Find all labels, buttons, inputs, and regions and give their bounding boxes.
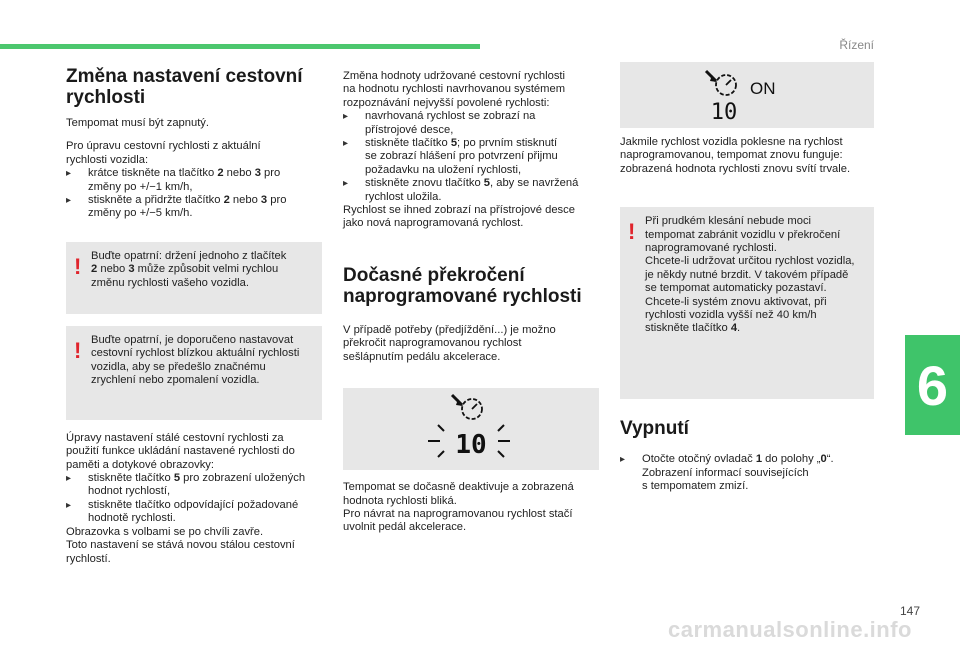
- warning-box: ! Při prudkém klesání nebude moci tempomat zabránit vozidlu v překročení naprogramované rychlosti. Chcete-li udržovat určitou rychlost vozidla, je někdy nutné brzdit. V takovém případě se tempomat automaticky pozastaví. Chcete-li systém znovu aktivovat, při rychlosti vozidla vyšší než 40 km/h stiskněte tlačítko 4.: [620, 207, 874, 399]
- paragraph: Tempomat se dočasně deaktivuje a zobrazená hodnota rychlosti bliká. Pro návrat na naprogramovanou rychlost stačí uvolnit pedál akcelerace.: [343, 481, 574, 534]
- paragraph: Pro úpravu cestovní rychlosti z aktuální rychlosti vozidla:: [66, 140, 261, 166]
- bullet-list: [66, 472, 322, 526]
- paragraph: Obrazovka s volbami se po chvíli zavře. Toto nastavení se stává novou stálou cestovní rychlostí.: [66, 525, 295, 565]
- warning-box: ! Buďte opatrní, je doporučeno nastavovat cestovní rychlost blízkou aktuální rychlosti vozidla, aby se předešlo značnému zrychlení nebo zpomalení vozidla.: [66, 326, 322, 420]
- list-item: ▸ stiskněte tlačítko odpovídající požadované hodnotě rychlosti.: [66, 499, 322, 526]
- chapter-tab: 6: [905, 335, 960, 435]
- warning-icon: !: [74, 253, 82, 279]
- section-label: Řízení: [839, 38, 874, 52]
- list-item: ▸ stiskněte znovu tlačítko 5, aby se navržená rychlost uložila.: [343, 177, 599, 204]
- flashing-speed-value: 10: [455, 430, 487, 461]
- top-accent-bar: [0, 44, 480, 49]
- list-item: ▸ navrhovaná rychlost se zobrazí na přístrojové desce,: [343, 110, 599, 137]
- paragraph: Rychlost se ihned zobrazí na přístrojové desce jako nová naprogramovaná rychlost.: [343, 204, 575, 230]
- list-item: ▸ Otočte otočný ovladač 1 do polohy „0“. Zobrazení informací souvisejících s tempomatem zmizí.: [620, 453, 874, 493]
- on-label: ON: [750, 79, 776, 98]
- list-item: ▸ krátce tiskněte na tlačítko 2 nebo 3 pro změny po +/−1 km/h,: [66, 167, 322, 194]
- section-title-switch-off: Vypnutí: [620, 418, 689, 440]
- warning-icon: !: [74, 337, 82, 363]
- watermark: carmanualsonline.info: [668, 617, 912, 642]
- column-2: [343, 60, 599, 535]
- list-item: ▸ stiskněte tlačítko 5; po prvním stisknutí se zobrazí hlášení pro potvrzení přijmu požadavku na uložení rychlosti,: [343, 137, 599, 177]
- warning-icon: !: [628, 219, 636, 245]
- speedometer-flashing-icon: [426, 391, 516, 467]
- section-title-speed-change: Změna nastavení cestovní rychlosti: [66, 66, 303, 108]
- column-1: [66, 60, 322, 566]
- paragraph: Tempomat musí být zapnutý.: [66, 117, 210, 129]
- paragraph: Změna hodnoty udržované cestovní rychlosti na hodnotu rychlosti navrhovanou systémem rozpoznávání nejvyšší povolené rychlosti:: [343, 70, 566, 109]
- paragraph: Jakmile rychlost vozidla poklesne na rychlost naprogramovanou, tempomat znovu funguje: zobrazená hodnota rychlosti znovu svítí trvale.: [620, 136, 851, 175]
- bullet-list: [620, 453, 874, 493]
- paragraph: V případě potřeby (předjíždění...) je možno překročit naprogramovanou rychlost sešlápnutím pedálu akcelerace.: [343, 323, 556, 363]
- cruise-control-on-figure: [620, 62, 874, 128]
- section-title-temporary-overspeed: Dočasné překročení naprogramované rychlosti: [343, 264, 582, 307]
- page-number: 147: [899, 604, 920, 618]
- speed-limit-flashing-figure: [343, 388, 599, 470]
- warning-box: ! Buďte opatrní: držení jednoho z tlačítek 2 nebo 3 může způsobit velmi rychlou změnu rychlosti vašeho vozidla.: [66, 242, 322, 314]
- paragraph: Úpravy nastavení stálé cestovní rychlosti za použití funkce ukládání nastavené rychlosti do paměti a dotykové obrazovky:: [66, 431, 295, 471]
- column-3: [620, 60, 874, 493]
- speed-value: 10: [710, 100, 738, 123]
- speedometer-on-icon: [692, 67, 802, 123]
- bullet-list: [343, 110, 599, 204]
- list-item: ▸ stiskněte tlačítko 5 pro zobrazení uložených hodnot rychlostí,: [66, 472, 322, 499]
- bullet-list: [66, 167, 322, 221]
- list-item: ▸ stiskněte a přidržte tlačítko 2 nebo 3 pro změny po +/−5 km/h.: [66, 194, 322, 221]
